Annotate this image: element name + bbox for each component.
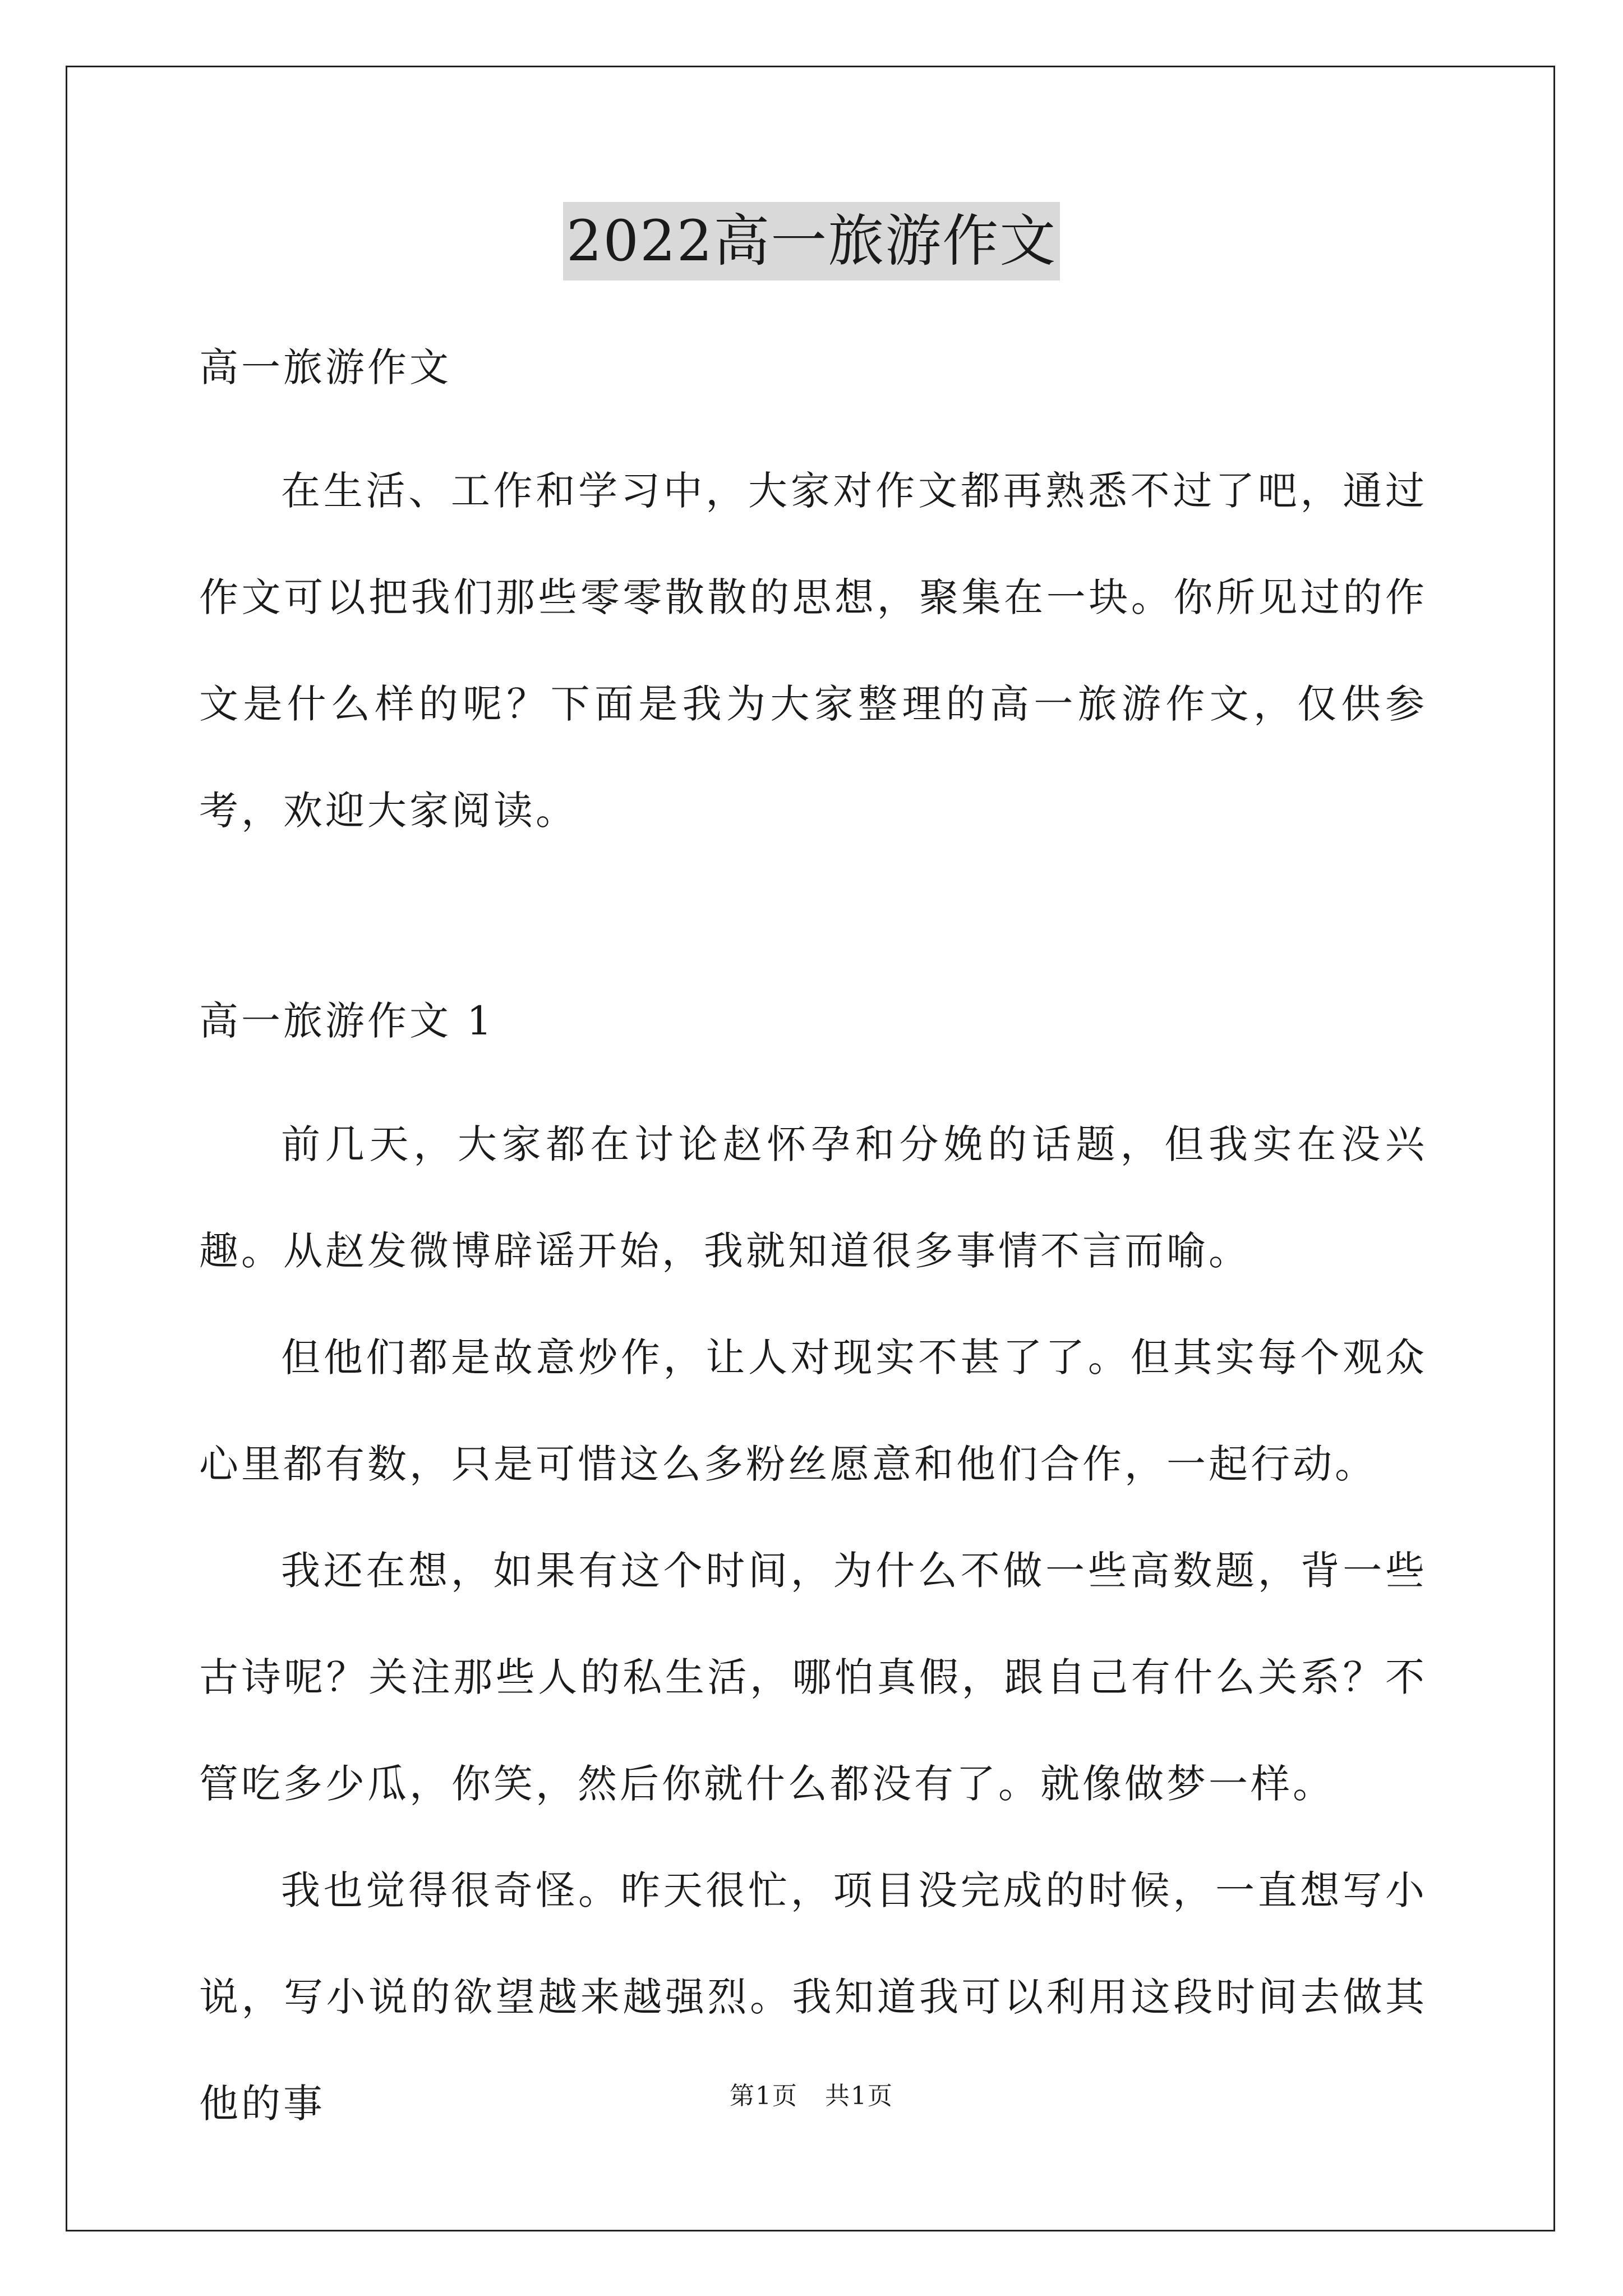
title-area — [0, 202, 1623, 280]
section-body — [199, 1091, 1427, 2157]
intro-heading-block — [199, 339, 1427, 395]
section-heading: 高一旅游作文 1 — [199, 998, 495, 1044]
intro-paragraph-block — [199, 438, 1427, 864]
document-title: 2022高一旅游作文 — [563, 202, 1061, 280]
body-paragraph: 前几天，大家都在讨论赵怀孕和分娩的话题，但我实在没兴趣。从赵发微博辟谣开始，我就知道很多事情不言而喻。 — [199, 1121, 1427, 1274]
body-paragraph: 但他们都是故意炒作，让人对现实不甚了了。但其实每个观众心里都有数，只是可惜这么多粉丝愿意和他们合作，一起行动。 — [199, 1335, 1427, 1487]
section-heading-block — [199, 993, 1427, 1049]
intro-heading: 高一旅游作文 — [199, 344, 451, 390]
page-count: 共1页 — [825, 2082, 893, 2110]
page-footer — [0, 2076, 1623, 2111]
body-paragraph: 我还在想，如果有这个时间，为什么不做一些高数题，背一些古诗呢？关注那些人的私生活，哪怕真假，跟自己有什么关系？不管吃多少瓜，你笑，然后你就什么都没有了。就像做梦一样。 — [199, 1548, 1427, 1807]
intro-paragraph: 在生活、工作和学习中，大家对作文都再熟悉不过了吧，通过作文可以把我们那些零零散散的思想，聚集在一块。你所见过的作文是什么样的呢？下面是我为大家整理的高一旅游作文，仅供参考，欢迎大家阅读。 — [199, 468, 1427, 834]
page-number: 第1页 — [730, 2082, 798, 2110]
body-paragraph: 我也觉得很奇怪。昨天很忙，项目没完成的时候，一直想写小说，写小说的欲望越来越强烈。我知道我可以利用这段时间去做其他的事 — [199, 1867, 1427, 2127]
